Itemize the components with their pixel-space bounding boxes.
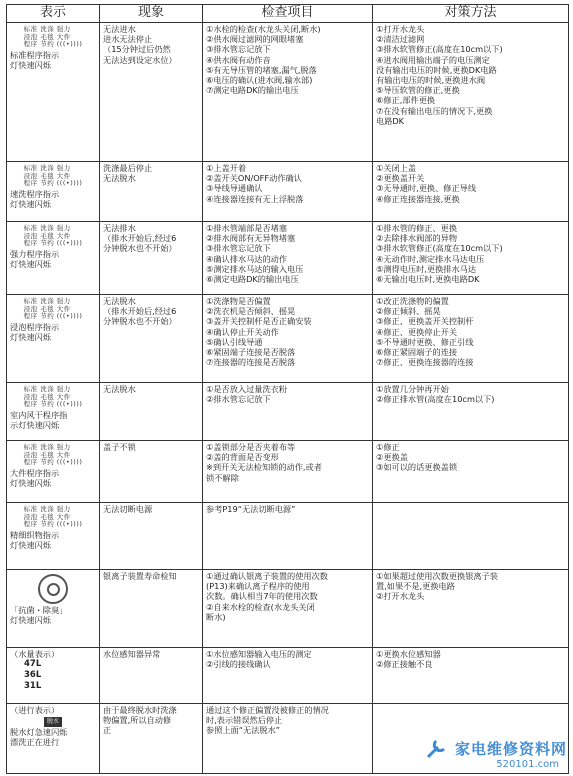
caption-line: 灯快速闪烁 xyxy=(10,539,51,550)
check-line: ①水位感知器输入电压的测定 xyxy=(206,649,312,659)
phenomenon-line: 银离子装置寿命检知 xyxy=(103,571,177,581)
measure-cell xyxy=(373,383,569,441)
panel-text: 浸泡 毛毯 大件 xyxy=(23,392,71,401)
measure-cell xyxy=(373,162,569,222)
water-level-label: 47L xyxy=(24,659,42,669)
caption-line: 强力程序指示 xyxy=(10,248,60,259)
measure-line: ④进水阀用输出端子的电压测定 xyxy=(376,54,490,65)
panel-text: 浸泡 毛毯 大件 xyxy=(23,304,71,313)
measure-line: ⑥修正,部件更换 xyxy=(376,95,436,106)
caption-line: （水量表示） xyxy=(10,649,60,659)
indicator-caption xyxy=(10,249,96,269)
indicator-panel xyxy=(24,444,83,467)
phenomenon-line: 无法脱水 xyxy=(103,173,136,184)
check-line: ②自来水栓的检查(水龙头关闭 xyxy=(206,601,315,612)
indicator-panel xyxy=(24,225,83,248)
check-line: ⑤测定排水马达的输入电压 xyxy=(206,263,304,274)
measure-line: ③无导通时,更换、修正导线 xyxy=(376,183,477,194)
measure-line: ③排水软管修正(高度在10cm以下) xyxy=(376,44,503,55)
measure-line: 电路DK xyxy=(376,115,405,126)
phenomenon-line: 无法达到设定水位） xyxy=(103,54,177,65)
panel-text: 程序 节约 (((•)))) xyxy=(23,40,83,48)
indicator-panel xyxy=(24,298,83,321)
measure-line: ②去除排水阀部的异物 xyxy=(376,233,458,244)
caption-line: （进行表示） xyxy=(10,705,60,715)
check-line: ④确认停止开关动作 xyxy=(206,326,279,337)
phenomenon-line: 分钟脱水也不开始） xyxy=(103,316,177,327)
indicator-cell xyxy=(7,222,100,295)
indicator-caption xyxy=(10,649,96,659)
caption-line: 精细织物指示 xyxy=(10,529,60,540)
check-line: 参照上面“无法脱水” xyxy=(206,725,280,736)
check-line: ③导线导通确认 xyxy=(206,183,263,194)
check-cell xyxy=(203,162,373,222)
measure-line: ③如可以的话更换盖锁 xyxy=(376,462,458,473)
phenomenon-cell xyxy=(100,162,203,222)
indicator-panel xyxy=(24,506,83,529)
phenomenon-line: 无法脱水 xyxy=(103,296,136,306)
check-line: ③排水管忘记放下 xyxy=(206,44,271,55)
check-line: ④确认排水马达的动作 xyxy=(206,253,288,264)
watermark-url: 520101.com xyxy=(496,759,559,770)
panel-text: 标准 洗涤 强力 xyxy=(23,224,71,232)
panel-text: 程序 节约 (((•)))) xyxy=(23,520,83,528)
measure-line: ①排水管的修正、更换 xyxy=(376,223,458,233)
phenomenon-cell xyxy=(100,648,203,704)
phenomenon-line: 盖子不锁 xyxy=(103,442,136,452)
table-row xyxy=(7,503,569,570)
measure-line: ②修正接触不良 xyxy=(376,659,433,670)
check-line: ②洗衣机是否倾斜、摇晃 xyxy=(206,306,296,317)
indicator-cell xyxy=(7,648,100,704)
measure-line: 置,如果不是,更换电路 xyxy=(376,581,455,592)
check-line: ①通过确认银离子装置的使用次数 xyxy=(206,571,328,581)
caption-line: 「抗菌・除臭」 xyxy=(10,605,68,615)
panel-text: 浸泡 毛毯 大件 xyxy=(23,231,71,240)
measure-cell xyxy=(373,503,569,570)
header-check-items: 检查项目 xyxy=(203,5,373,23)
measure-line: ①关闭上盖 xyxy=(376,163,417,173)
indicator-caption xyxy=(10,50,96,70)
header-phenomenon: 现象 xyxy=(100,5,203,23)
site-watermark xyxy=(424,735,567,770)
check-line: ③排水管忘记放下 xyxy=(206,243,271,254)
phenomenon-line: 物偏置,所以自动修 xyxy=(103,715,172,726)
table-row xyxy=(7,295,569,383)
measure-cell xyxy=(373,295,569,383)
check-cell xyxy=(203,23,373,162)
check-line: ⑤确认引线导通 xyxy=(206,336,263,347)
phenomenon-line: （排水开始后,经过6 xyxy=(103,306,177,317)
check-line: ②盖开关ON/OFF动作确认 xyxy=(206,173,302,184)
troubleshooting-sheet xyxy=(6,4,568,774)
measure-line: ③排水软管修正(高度在10cm以下) xyxy=(376,243,503,254)
measure-line: ④修正、更换停止开关 xyxy=(376,326,458,337)
measure-line: ⑥修正紧固端子的连接 xyxy=(376,347,458,358)
antibacterial-ring-icon xyxy=(38,574,68,604)
panel-text: 浸泡 毛毯 大件 xyxy=(23,171,71,180)
measure-line: ⑤不导通时更换、修正引线 xyxy=(376,336,474,347)
panel-text: 程序 节约 (((•)))) xyxy=(23,239,83,247)
phenomenon-line: 分钟脱水也不开始） xyxy=(103,243,177,254)
check-line: ⑦连接器的连接是否脱落 xyxy=(206,357,296,368)
measure-line: ①修正 xyxy=(376,442,400,452)
measure-line: ④无动作时,测定排水马达电压 xyxy=(376,253,485,264)
indicator-cell xyxy=(7,441,100,503)
measure-cell xyxy=(373,648,569,704)
caption-line: 速洗程序指示 xyxy=(10,188,60,199)
measure-line: ⑦修正、更换连接器的连接 xyxy=(376,357,474,368)
check-line: ④供水阀有动作音 xyxy=(206,54,271,65)
measure-line: 没有输出电压的时候,更换DK电路 xyxy=(376,64,497,75)
table-body xyxy=(7,23,569,774)
indicator-cell xyxy=(7,704,100,774)
check-line: ⑥紧固端子连接是否脱落 xyxy=(206,347,296,358)
check-cell xyxy=(203,295,373,383)
caption-line: 灯快速闪烁 xyxy=(10,477,51,488)
check-line: ④连接器连接有无上浮脱落 xyxy=(206,193,304,204)
measure-line: ④修正连接器连接,更换 xyxy=(376,193,460,204)
caption-line: 浸泡程序指示 xyxy=(10,321,60,332)
phenomenon-line: 正 xyxy=(103,725,112,736)
indicator-caption xyxy=(10,322,96,342)
caption-line: 标准程序指示 xyxy=(10,49,60,60)
indicator-caption xyxy=(10,410,96,430)
indicator-cell xyxy=(7,383,100,441)
indicator-caption xyxy=(10,189,96,209)
phenomenon-cell xyxy=(100,503,203,570)
spin-tag: 脱水 xyxy=(44,717,62,727)
check-line: 断水) xyxy=(206,611,226,622)
phenomenon-cell xyxy=(100,441,203,503)
check-line: ⑥测定电路DK的输出电压 xyxy=(206,274,299,285)
check-cell xyxy=(203,648,373,704)
table-row xyxy=(7,222,569,295)
phenomenon-line: （15分钟过后仍然 xyxy=(103,44,171,55)
measure-line: ⑦在没有输出电压的情况下,更换 xyxy=(376,105,493,116)
caption-line: 漂洗正在进行 xyxy=(10,737,60,748)
caption-line: 示灯快速闪烁 xyxy=(10,419,60,430)
check-line: ①上盖开着 xyxy=(206,163,247,173)
phenomenon-line: 洗涤最后停止 xyxy=(103,163,153,173)
phenomenon-line: 由于最终脱水时洗涤 xyxy=(103,705,177,715)
check-line: ①排水管端部是否堵塞 xyxy=(206,223,288,233)
indicator-caption xyxy=(10,468,96,488)
panel-text: 浸泡 毛毯 大件 xyxy=(23,32,71,41)
panel-text: 标准 洗涤 强力 xyxy=(23,297,71,305)
check-cell xyxy=(203,704,373,774)
check-line: ①洗涤物是否偏置 xyxy=(206,296,271,306)
check-line: ③盖开关控制杆是否正确安装 xyxy=(206,316,312,327)
indicator-caption xyxy=(10,727,96,747)
header-measures: 对策方法 xyxy=(373,5,569,23)
check-line: 次数。确认相当7年的使用次数 xyxy=(206,591,318,602)
phenomenon-line: 无法进水 xyxy=(103,24,136,34)
indicator-panel xyxy=(24,26,83,49)
measure-line: ②修正排水管(高度在10cm以下) xyxy=(376,394,495,405)
check-line: ※到开关无法检知锁的动作,或者 xyxy=(206,462,322,473)
check-line: ⑤有无导压管的堵塞,漏气,脱落 xyxy=(206,64,317,75)
measure-cell xyxy=(373,570,569,648)
indicator-panel xyxy=(24,165,83,188)
check-line: 通过这个修正偏置没被修正的情况 xyxy=(206,705,329,715)
measure-line: ①如果超过使用次数更换银离子装 xyxy=(376,571,498,581)
check-cell xyxy=(203,570,373,648)
panel-text: 标准 洗涤 强力 xyxy=(23,385,71,393)
table-row xyxy=(7,648,569,704)
water-level-label: 31L xyxy=(24,681,42,691)
caption-line: 脱水灯急速闪烁 xyxy=(10,727,68,738)
wrench-logo-icon xyxy=(424,735,450,761)
panel-text: 程序 节约 (((•)))) xyxy=(23,312,83,320)
indicator-caption xyxy=(10,605,96,625)
check-line: ⑦测定电路DK的输出电压 xyxy=(206,85,299,96)
check-cell xyxy=(203,441,373,503)
table-row xyxy=(7,383,569,441)
table-row xyxy=(7,162,569,222)
check-line: 锁不解除 xyxy=(206,472,239,483)
check-line: ②排水阀部有无异物堵塞 xyxy=(206,233,296,244)
phenomenon-line: 水位感知器异常 xyxy=(103,649,161,659)
phenomenon-line: 无法排水 xyxy=(103,223,136,233)
measure-cell xyxy=(373,23,569,162)
check-line: 参考P19“无法切断电源” xyxy=(206,504,296,514)
phenomenon-line: （排水开始后,经过6 xyxy=(103,233,177,244)
panel-text: 程序 节约 (((•)))) xyxy=(23,400,83,408)
phenomenon-line: 无法切断电源 xyxy=(103,504,153,514)
indicator-cell xyxy=(7,570,100,648)
panel-text: 浸泡 毛毯 大件 xyxy=(23,512,71,521)
header-indicator: 表示 xyxy=(7,5,100,23)
measure-cell xyxy=(373,222,569,295)
phenomenon-cell xyxy=(100,222,203,295)
check-line: ①盖锁部分是否夹着布等 xyxy=(206,442,296,452)
phenomenon-cell xyxy=(100,704,203,774)
measure-line: ①更换水位感知器 xyxy=(376,649,441,659)
check-line: ②供水阀过滤网的网眼堵塞 xyxy=(206,34,304,45)
measure-line: 有输出电压的时候,更换进水阀 xyxy=(376,75,486,86)
panel-text: 标准 洗涤 强力 xyxy=(23,505,71,513)
caption-line: 灯快速闪烁 xyxy=(10,198,51,209)
measure-line: ②更换盖开关 xyxy=(376,173,425,184)
caption-line: 室内风干程序指 xyxy=(10,409,68,420)
panel-text: 浸泡 毛毯 大件 xyxy=(23,450,71,459)
check-cell xyxy=(203,503,373,570)
troubleshooting-table xyxy=(6,4,569,774)
water-level-label: 36L xyxy=(24,670,42,680)
measure-line: ②更换盖 xyxy=(376,452,408,463)
indicator-cell xyxy=(7,162,100,222)
check-line: ①水栓的检查(水龙头关闭,断水) xyxy=(206,24,321,34)
check-cell xyxy=(203,222,373,295)
phenomenon-line: 无法脱水 xyxy=(103,384,136,394)
caption-line: 灯快速闪烁 xyxy=(10,615,51,625)
panel-text: 标准 洗涤 强力 xyxy=(23,443,71,451)
phenomenon-cell xyxy=(100,570,203,648)
check-line: (P13)来确认离子程序的使用 xyxy=(206,581,310,592)
check-line: ②盖的背面是否变形 xyxy=(206,452,279,463)
indicator-cell xyxy=(7,23,100,162)
check-line: ②引线的接线确认 xyxy=(206,659,271,670)
watermark-title: 家电维修资料网 xyxy=(454,739,567,758)
header-row xyxy=(7,5,569,23)
measure-line: ②打开水龙头 xyxy=(376,591,425,602)
panel-text: 程序 节约 (((•)))) xyxy=(23,179,83,187)
phenomenon-cell xyxy=(100,23,203,162)
panel-text: 标准 洗涤 强力 xyxy=(23,25,71,33)
check-cell xyxy=(203,383,373,441)
table-row xyxy=(7,441,569,503)
measure-line: ⑤导压软管的修正,更换 xyxy=(376,85,460,96)
check-line: ⑥电压的确认(进水阀,输水部) xyxy=(206,75,313,86)
measure-line: ⑤测得电压时,更换排水马达 xyxy=(376,263,477,274)
phenomenon-line: 进水无法停止 xyxy=(103,34,153,45)
caption-line: 灯快速闪烁 xyxy=(10,59,51,70)
panel-text: 程序 节约 (((•)))) xyxy=(23,458,83,466)
caption-line: 灯快速闪烁 xyxy=(10,331,51,342)
check-line: ①是否放入过量洗衣粉 xyxy=(206,384,288,394)
measure-line: ①放置几分钟再开始 xyxy=(376,384,449,394)
caption-line: 灯快速闪烁 xyxy=(10,258,51,269)
indicator-panel xyxy=(24,386,83,409)
measure-line: ①改正洗涤物的偏置 xyxy=(376,296,449,306)
indicator-cell xyxy=(7,295,100,383)
measure-line: ②修正倾斜、摇晃 xyxy=(376,306,441,317)
measure-line: ②清洁过滤网 xyxy=(376,34,425,45)
check-line: ②排水管忘记放下 xyxy=(206,394,271,405)
table-row xyxy=(7,570,569,648)
phenomenon-cell xyxy=(100,295,203,383)
measure-line: ①打开水龙头 xyxy=(376,24,425,34)
measure-cell xyxy=(373,441,569,503)
indicator-caption xyxy=(10,705,96,715)
table-row xyxy=(7,23,569,162)
phenomenon-cell xyxy=(100,383,203,441)
measure-line: ⑥无输出电压时,更换电路DK xyxy=(376,274,480,285)
panel-text: 标准 洗涤 强力 xyxy=(23,164,71,172)
check-line: 时,表示错误然后停止 xyxy=(206,715,283,726)
measure-line: ③修正、更换盖开关控制杆 xyxy=(376,316,474,327)
caption-line: 大件程序指示 xyxy=(10,467,60,478)
indicator-caption xyxy=(10,530,96,550)
indicator-cell xyxy=(7,503,100,570)
